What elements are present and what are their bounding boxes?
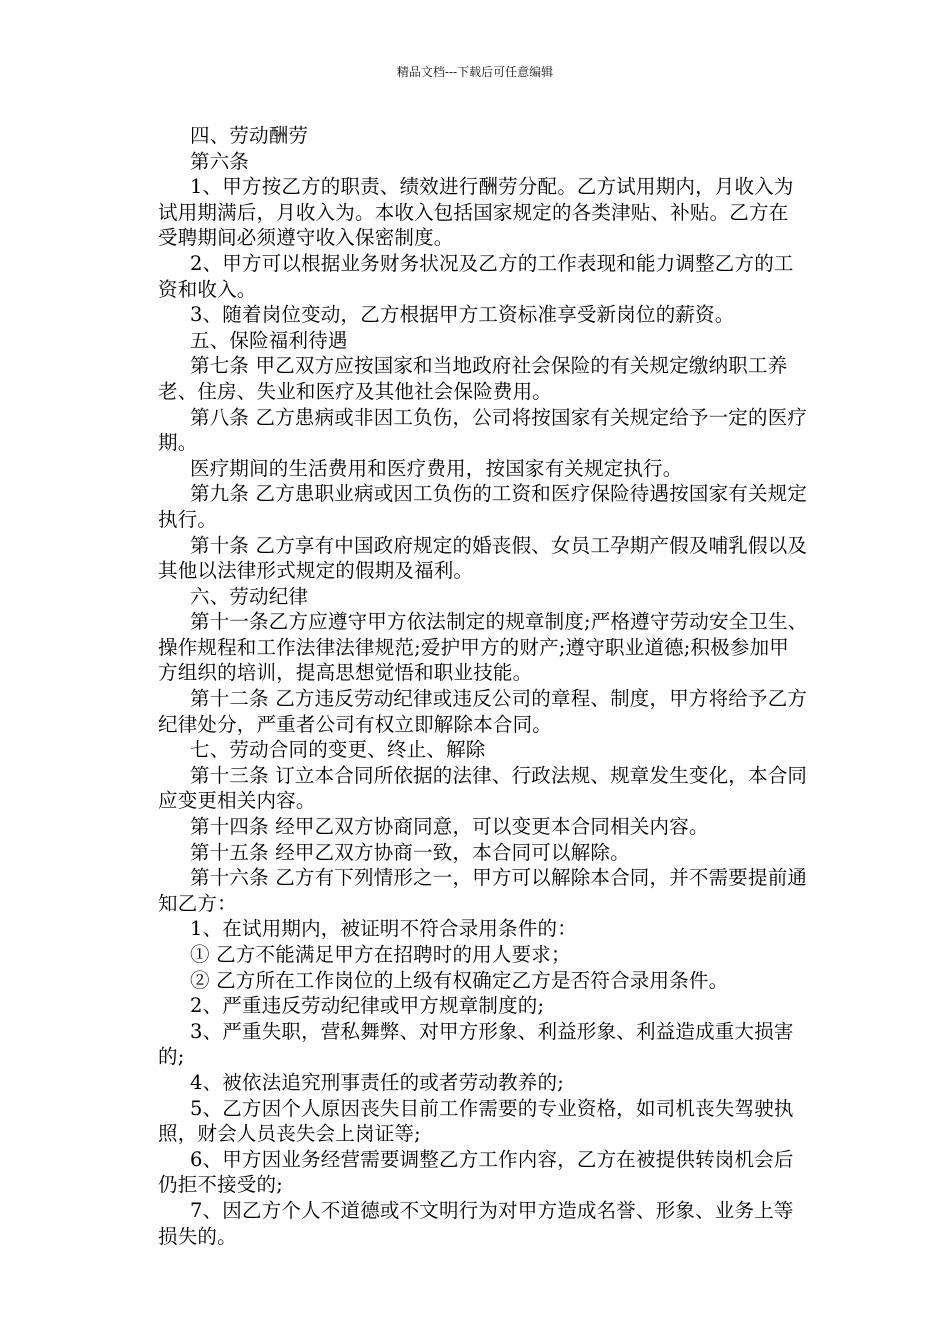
header-note: 精品文档---下载后可任意编辑 [396, 65, 554, 79]
section-heading-insurance: 五、保险福利待遇 [190, 328, 348, 352]
article-16: 第十六条 乙方有下列情形之一，甲方可以解除本合同，并不需要提前通知乙方： [158, 866, 808, 915]
article-14: 第十四条 经甲乙双方协商同意，可以变更本合同相关内容。 [190, 815, 709, 839]
article-7: 第七条 甲乙双方应按国家和当地政府社会保险的有关规定缴纳职工养老、住房、失业和医疗及其他社会保险费用。 [158, 354, 788, 403]
article-13: 第十三条 订立本合同所依据的法律、行政法规、规章发生变化，本合同应变更相关内容。 [158, 763, 808, 813]
section-heading-remuneration: 四、劳动酬劳 [190, 124, 309, 147]
section-heading-contract-change: 七、劳动合同的变更、终止、解除 [190, 738, 486, 762]
document-body [158, 123, 808, 1249]
article-16-item-7: 7、因乙方个人不道德或不文明行为对甲方造成名誉、形象、业务上等损失的。 [158, 1198, 794, 1248]
article-6-heading: 第六条 [190, 149, 250, 173]
article-6-item-2: 2、甲方可以根据业务财务状况及乙方的工作表现和能力调整乙方的工资和收入。 [158, 251, 794, 301]
article-6-item-3: 3、随着岗位变动，乙方根据甲方工资标准享受新岗位的薪资。 [190, 303, 735, 327]
article-16-item-1: 1、在试用期内，被证明不符合录用条件的： [190, 917, 577, 941]
article-16-item-6: 6、甲方因业务经营需要调整乙方工作内容，乙方在被提供转岗机会后仍拒不接受的; [158, 1147, 794, 1197]
article-10: 第十条 乙方享有中国政府规定的婚丧假、女员工孕期产假及哺乳假以及其他以法律形式规定的假期及福利。 [158, 533, 808, 583]
article-16-item-2: 2、严重违反劳动纪律或甲方规章制度的; [190, 994, 545, 1018]
article-16-item-1-sub-2: ② 乙方所在工作岗位的上级有权确定乙方是否符合录用条件。 [190, 968, 729, 992]
article-8: 第八条 乙方患病或非因工负伤，公司将按国家有关规定给予一定的医疗期。 [158, 405, 808, 455]
section-heading-discipline: 六、劳动纪律 [190, 584, 309, 608]
article-8-medical-period: 医疗期间的生活费用和医疗费用，按国家有关规定执行。 [190, 456, 683, 480]
article-15: 第十五条 经甲乙双方协商一致，本合同可以解除。 [190, 840, 630, 864]
article-16-item-5: 5、乙方因个人原因丧失目前工作需要的专业资格，如司机丧失驾驶执照，财会人员丧失会上岗证等; [158, 1096, 794, 1146]
article-6-item-1: 1、甲方按乙方的职责、绩效进行酬劳分配。乙方试用期内，月收入为试用期满后，月收入为。本收入包括国家规定的各类津贴、补贴。乙方在受聘期间必须遵守收入保密制度。 [158, 175, 794, 250]
article-9: 第九条 乙方患职业病或因工负伤的工资和医疗保险待遇按国家有关规定执行。 [158, 482, 808, 531]
article-16-item-4: 4、被依法追究刑事责任的或者劳动教养的; [190, 1070, 564, 1094]
article-12: 第十二条 乙方违反劳动纪律或违反公司的章程、制度，甲方将给予乙方纪律处分，严重者公司有权立即解除本合同。 [158, 687, 808, 736]
article-11: 第十一条乙方应遵守甲方依法制定的规章制度;严格遵守劳动安全卫生、操作规程和工作法律法律规范;爱护甲方的财产;遵守职业道德;积极参加甲方组织的培训，提高思想觉悟和职业技能。 [158, 610, 808, 685]
article-16-item-1-sub-1: ① 乙方不能满足甲方在招聘时的用人要求； [190, 943, 571, 966]
article-16-item-3: 3、严重失职，营私舞弊、对甲方形象、利益形象、利益造成重大损害的; [158, 1019, 794, 1069]
